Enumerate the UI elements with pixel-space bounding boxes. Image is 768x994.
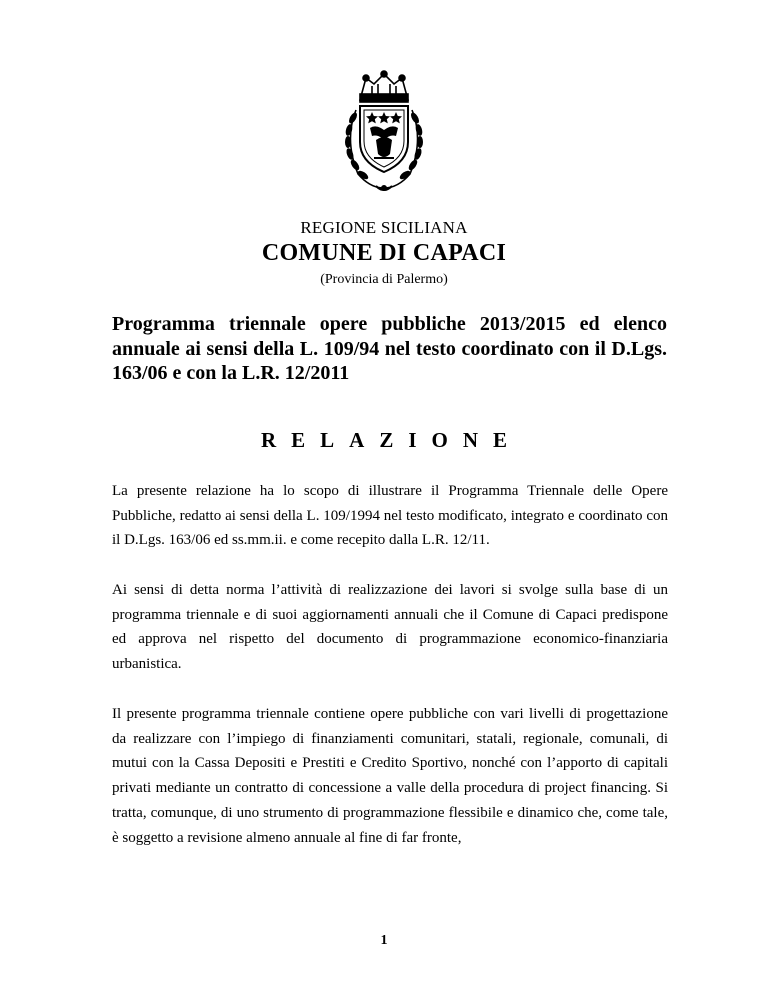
section-heading: RELAZIONE (260, 428, 523, 452)
document-title: Programma triennale opere pubbliche 2013/2015 ed elenco annuale ai sensi della L. 109/94 nel testo coordinato con il D.Lgs. 163/06 e con la L.R. 12/2011 (112, 313, 667, 384)
paragraph-2: Ai sensi di detta norma l’attività di realizzazione dei lavori si svolge sulla base di un programma triennale e di suoi aggiornamenti annuali che il Comune di Capaci predispone ed approva nel rispetto del documento di programmazione economico-finanziaria urbanistica. (112, 582, 668, 673)
paragraph-3: Il presente programma triennale contiene opere pubbliche con vari livelli di progettazione da realizzare con l’impiego di finanziamenti comunitari, statali, regionale, comunali, di mutui con la Cassa Depositi e Prestiti e Credito Sportivo, nonché con l’apporto di capitali privati mediante un contratto di concessione a valle della procedura di project financing. Si tratta, comunque, di uno strumento di programmazione flessibile e dinamico che, come tale, è soggetto a revisione almeno annuale al fine di far fronte, (112, 706, 668, 846)
region-name: REGIONE SICILIANA (300, 218, 468, 237)
page-number: 1 (380, 933, 388, 948)
provincia-name: (Provincia di Palermo) (320, 272, 448, 287)
comune-name: COMUNE DI CAPACI (261, 240, 507, 266)
paragraph-1: La presente relazione ha lo scopo di illustrare il Programma Triennale delle Opere Pubbliche, redatto ai sensi della L. 109/1994 nel testo modificato, integrato e coordinato con il D.Lgs. 163/06 ed ss.mm.ii. e come recepito dalla L.R. 12/11. (112, 483, 668, 549)
coat-of-arms-icon (326, 70, 442, 198)
